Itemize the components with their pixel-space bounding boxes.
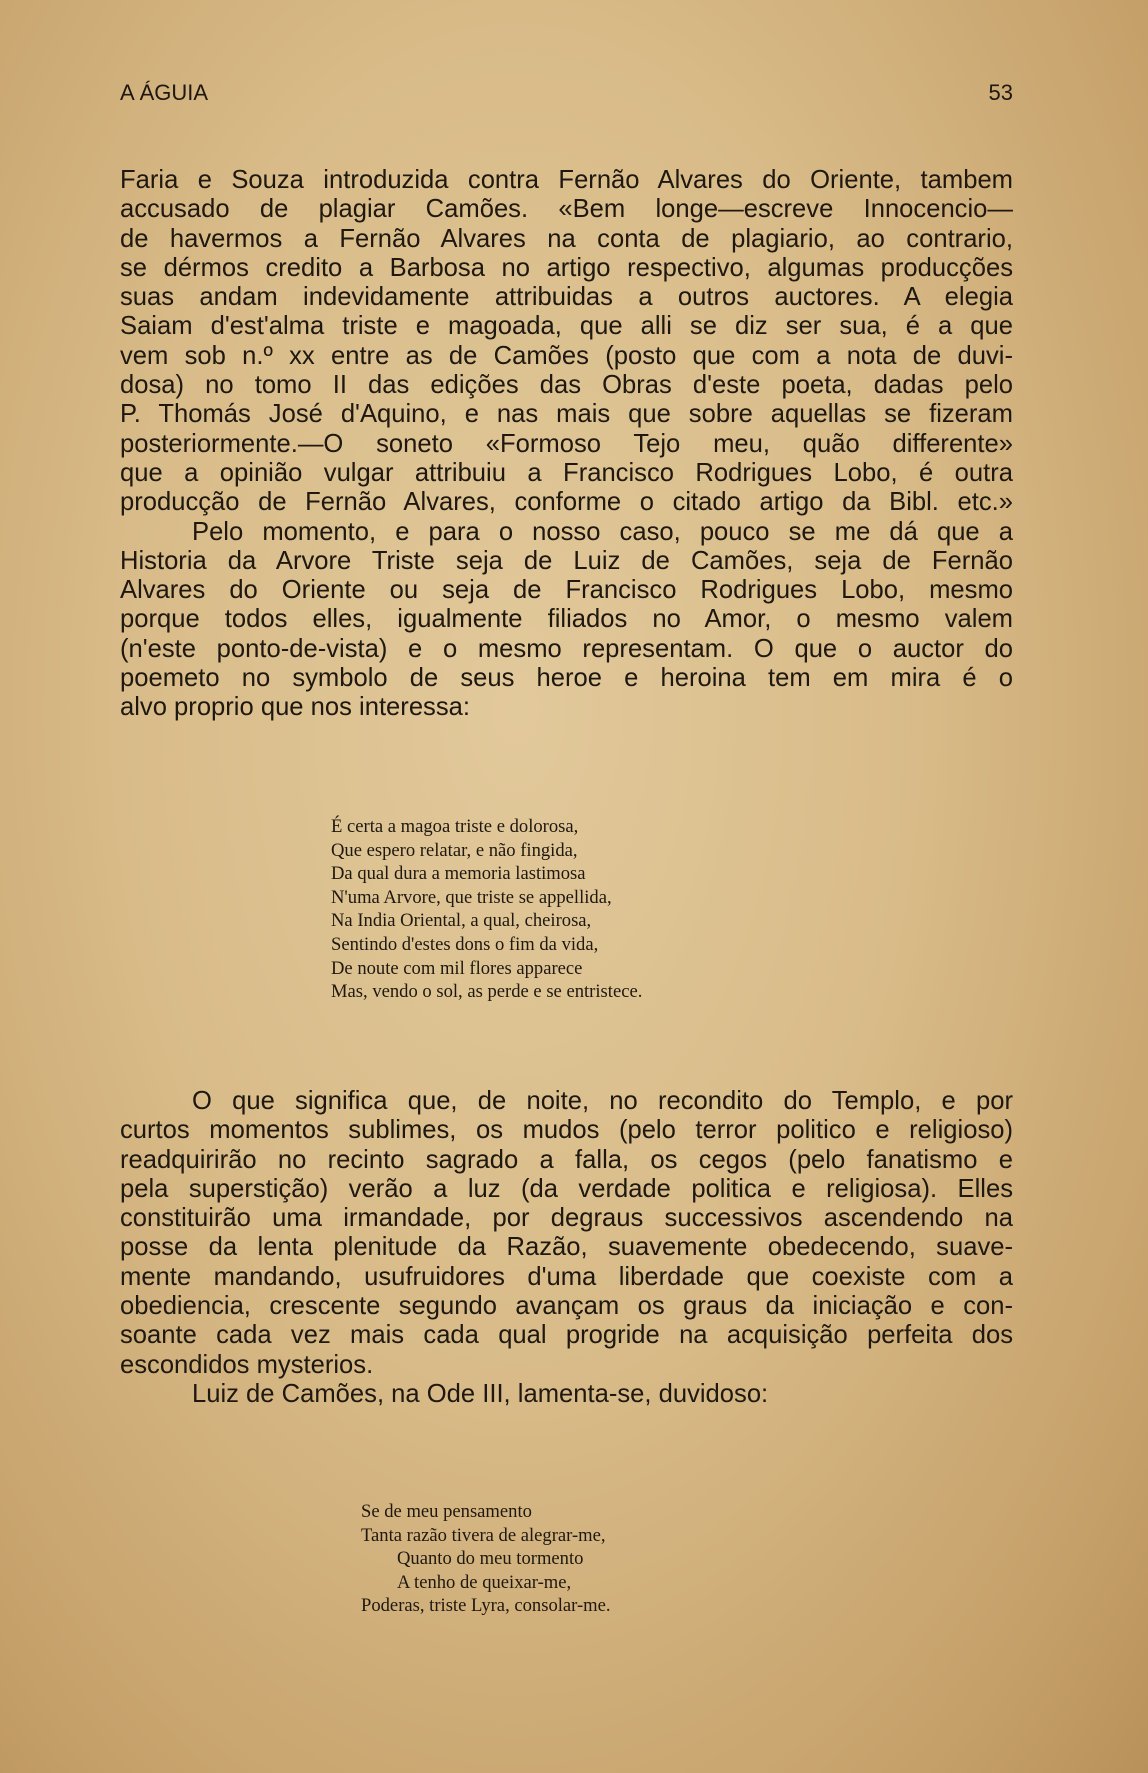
verse-line: Tanta razão tivera de alegrar-me, (361, 1524, 606, 1546)
text-line: pela superstição) verão a luz (da verdade politica e religiosa). Elles (120, 1174, 1013, 1203)
text-line: posteriormente.—O soneto «Formoso Tejo meu, quão differente» (120, 429, 1013, 458)
text-line: accusado de plagiar Camões. «Bem longe—escreve Innocencio— (120, 195, 1013, 224)
verse-line: Se de meu pensamento (361, 1501, 532, 1522)
verse-line: De noute com mil flores apparece (331, 957, 583, 979)
text-line: se dérmos credito a Barbosa no artigo respectivo, algumas producções (120, 253, 1013, 282)
text-line: dosa) no tomo II das edições das Obras d'este poeta, dadas pelo (120, 371, 1013, 400)
body-paragraphs (120, 166, 1013, 723)
verse-line: Poderas, triste Lyra, consolar-me. (361, 1595, 611, 1617)
text-line: O que significa que, de noite, no recondito do Templo, e por (192, 1087, 1013, 1115)
text-line: constituirão uma irmandade, por degraus successivos ascendendo na (120, 1204, 1013, 1233)
page-number: 53 (988, 80, 1013, 105)
text-line: obediencia, crescente segundo avançam os graus da iniciação e con- (120, 1292, 1013, 1321)
text-line: Luiz de Camões, na Ode III, lamenta-se, duvidoso: (192, 1379, 769, 1408)
text-line: suas andam indevidamente attribuidas a outros auctores. A elegia (120, 283, 1013, 312)
running-title: A ÁGUIA (120, 80, 209, 105)
text-line: (n'este ponto-de-vista) e o mesmo representam. O que o auctor do (120, 634, 1013, 663)
verse-line: Da qual dura a memoria lastimosa (331, 863, 586, 885)
verse-line: Que espero relatar, e não fingida, (331, 839, 578, 861)
text-line: Historia da Arvore Triste seja de Luiz de Camões, seja de Fernão (120, 546, 1013, 575)
verse-line: Quanto do meu tormento (397, 1548, 584, 1570)
text-line: readquirirão no recinto sagrado a falla, os cegos (pelo fanatismo e (120, 1145, 1013, 1174)
text-line: que a opinião vulgar attribuiu a Francisco Rodrigues Lobo, é outra (120, 458, 1013, 487)
text-line: porque todos elles, igualmente filiados no Amor, o mesmo valem (120, 605, 1013, 634)
text-line: producção de Fernão Alvares, conforme o citado artigo da Bibl. etc.» (120, 488, 1013, 517)
text-line: Faria e Souza introduzida contra Fernão Alvares do Oriente, tambem (120, 166, 1013, 194)
text-line: escondidos mysterios. (120, 1350, 374, 1379)
verse-quotation (361, 1500, 611, 1618)
text-line: mente mandando, usufruidores d'uma liberdade que coexiste com a (120, 1262, 1013, 1291)
text-line: poemeto no symbolo de seus heroe e heroina tem em mira é o (120, 664, 1013, 693)
verse-line: Mas, vendo o sol, as perde e se entristece. (331, 981, 643, 1003)
verse-line: A tenho de queixar-me, (397, 1571, 572, 1593)
text-line: posse da lenta plenitude da Razão, suavemente obedecendo, suave- (120, 1233, 1013, 1262)
verse-line: É certa a magoa triste e dolorosa, (331, 816, 579, 837)
page-header (120, 80, 1013, 110)
body-paragraphs (120, 1087, 1013, 1409)
text-line: vem sob n.º xx entre as de Camões (posto que com a nota de duvi- (120, 341, 1013, 370)
text-line: de havermos a Fernão Alvares na conta de plagiario, ao contrario, (120, 224, 1013, 253)
verse-line: N'uma Arvore, que triste se appellida, (331, 886, 612, 908)
text-line: curtos momentos sublimes, os mudos (pelo terror politico e religioso) (120, 1116, 1013, 1145)
verse-line: Na India Oriental, a qual, cheirosa, (331, 910, 592, 932)
verse-line: Sentindo d'estes dons o fim da vida, (331, 933, 599, 955)
text-line: Saiam d'est'alma triste e magoada, que alli se diz ser sua, é a que (120, 312, 1013, 341)
text-line: alvo proprio que nos interessa: (120, 693, 470, 722)
text-line: Pelo momento, e para o nosso caso, pouco se me dá que a (192, 517, 1013, 546)
text-line: P. Thomás José d'Aquino, e nas mais que sobre aquellas se fizeram (120, 400, 1013, 429)
verse-quotation (331, 815, 642, 1004)
text-line: Alvares do Oriente ou seja de Francisco Rodrigues Lobo, mesmo (120, 576, 1013, 605)
text-line: soante cada vez mais cada qual progride na acquisição perfeita dos (120, 1321, 1013, 1350)
